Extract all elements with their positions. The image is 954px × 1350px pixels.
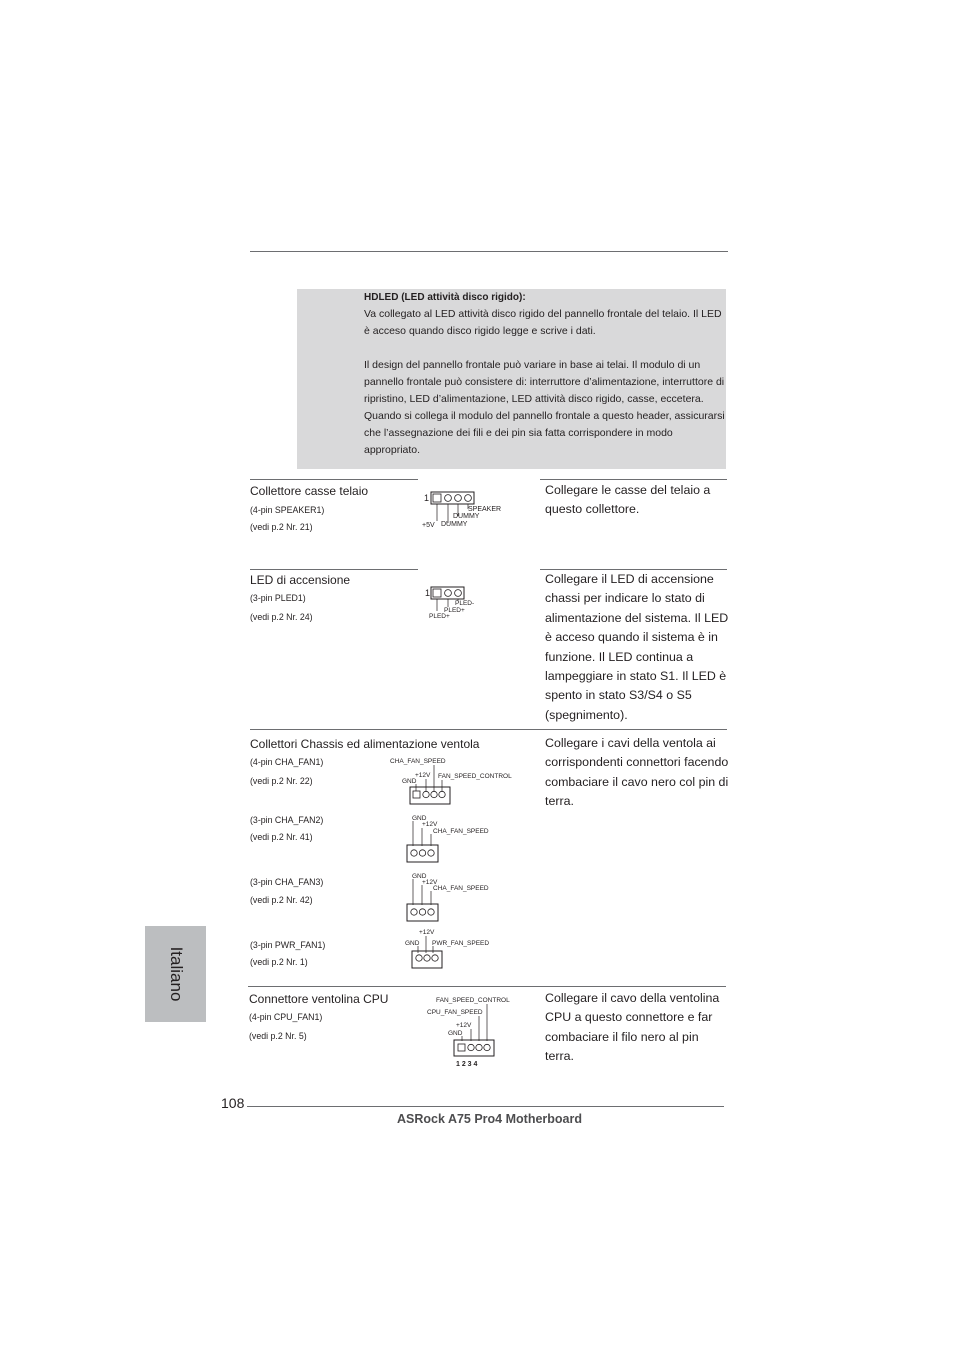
cha-fan2-ref: (vedi p.2 Nr. 41) xyxy=(250,832,313,842)
footer-title: ASRock A75 Pro4 Motherboard xyxy=(397,1112,582,1126)
label-12v: +12V xyxy=(415,772,431,779)
label-gnd: GND xyxy=(405,940,420,947)
pin xyxy=(423,791,429,797)
speaker-header-diagram xyxy=(420,487,520,531)
power-led-title: LED di accensione xyxy=(250,573,351,587)
speaker-ref: (vedi p.2 Nr. 21) xyxy=(250,522,313,532)
cpu-fan-title: Connettore ventolina CPU xyxy=(249,992,389,1006)
label-pled-plus-2: PLED+ xyxy=(429,613,450,620)
pin xyxy=(432,955,438,961)
divider xyxy=(248,986,726,987)
pin1-mark: 1 xyxy=(425,588,431,598)
cha-fan3-diagram xyxy=(404,870,504,924)
pin xyxy=(424,955,430,961)
label-gnd: GND xyxy=(412,815,427,822)
footer-rule xyxy=(247,1106,724,1107)
speaker-description: Collegare le casse del telaio a questo collettore. xyxy=(545,483,711,517)
power-led-ref: (vedi p.2 Nr. 24) xyxy=(250,612,313,622)
pwr-fan1-ref: (vedi p.2 Nr. 1) xyxy=(250,957,308,967)
chassis-fans-title: Collettori Chassis ed alimentazione ventola xyxy=(250,737,480,751)
connector-housing xyxy=(407,904,438,921)
cha-fan1-ref: (vedi p.2 Nr. 22) xyxy=(250,776,313,786)
pin xyxy=(455,495,462,502)
label-fan-speed-control: FAN_SPEED_CONTROL xyxy=(438,773,512,780)
power-led-description: Collegare il LED di accensione chassi per indicare lo stato di alimentazione del sistema. Il LED è acceso quando il sistema è in funzione. Il LED continua a lampeggiare in stato S1. Il LED è spento in stato S3/S4 o S5 (spegnimento). xyxy=(545,572,729,722)
label-dummy-2: DUMMY xyxy=(441,521,468,528)
pin xyxy=(428,850,434,856)
pin xyxy=(431,791,437,797)
pin xyxy=(484,1044,490,1050)
label-gnd: GND xyxy=(412,873,427,880)
label-gnd: GND xyxy=(402,778,417,785)
note-paragraph-1: Va collegato al LED attività disco rigido del pannello frontale del telaio. Il LED è acceso quando disco rigido legge e scrive i dati. xyxy=(364,308,722,337)
pin xyxy=(476,1044,482,1050)
note-title: HDLED (LED attività disco rigido): xyxy=(364,292,526,303)
label-speaker: SPEAKER xyxy=(468,506,502,513)
cha-fan1-pin: (4-pin CHA_FAN1) xyxy=(250,757,324,767)
pled-header-diagram xyxy=(422,583,492,623)
pin-numbers: 1 2 3 4 xyxy=(456,1061,478,1068)
side-tab-label: Italiano xyxy=(166,946,186,1002)
label-12v: +12V xyxy=(422,879,438,886)
pin-square xyxy=(413,791,420,798)
pin xyxy=(411,909,417,915)
label-gnd: GND xyxy=(448,1030,463,1037)
pin xyxy=(468,1044,474,1050)
label-cha-fan-speed: CHA_FAN_SPEED xyxy=(433,885,489,892)
speaker-pin: (4-pin SPEAKER1) xyxy=(250,505,325,515)
pin xyxy=(411,850,417,856)
pin xyxy=(428,909,434,915)
divider xyxy=(250,569,418,570)
pin-square xyxy=(433,494,441,502)
label-cha-fan-speed: CHA_FAN_SPEED xyxy=(433,828,489,835)
pin xyxy=(445,495,452,502)
label-cha-fan-speed: CHA_FAN_SPEED xyxy=(390,758,446,765)
label-fan-speed-control: FAN_SPEED_CONTROL xyxy=(436,997,510,1004)
pin xyxy=(419,850,425,856)
cpu-fan-diagram xyxy=(426,994,526,1070)
label-12v: +12V xyxy=(422,821,438,828)
pin xyxy=(455,590,462,597)
label-12v: +12V xyxy=(456,1022,472,1029)
pin xyxy=(465,495,472,502)
cpu-fan-pin: (4-pin CPU_FAN1) xyxy=(249,1012,323,1022)
speaker-title: Collettore casse telaio xyxy=(250,484,369,498)
divider xyxy=(540,479,727,480)
cpu-fan-description: Collegare il cavo della ventolina CPU a questo connettore e far combaciare il filo nero al pin terra. xyxy=(545,991,720,1064)
label-cpu-fan-speed: CPU_FAN_SPEED xyxy=(427,1009,483,1016)
pwr-fan1-diagram xyxy=(403,926,503,972)
connector-housing xyxy=(407,845,438,862)
pin xyxy=(416,955,422,961)
pin-square xyxy=(458,1044,465,1051)
cha-fan2-diagram xyxy=(404,812,504,864)
label-5v: +5V xyxy=(422,522,435,529)
pin xyxy=(439,791,445,797)
pin xyxy=(445,590,452,597)
label-pled-minus: PLED- xyxy=(455,600,475,607)
cha-fan2-pin: (3-pin CHA_FAN2) xyxy=(250,815,324,825)
top-divider xyxy=(250,251,728,252)
power-led-pin: (3-pin PLED1) xyxy=(250,593,306,603)
cpu-fan-ref: (vedi p.2 Nr. 5) xyxy=(249,1031,307,1041)
label-12v: +12V xyxy=(419,929,435,936)
note-paragraph-2: Il design del pannello frontale può variare in base ai telai. Il modulo di un pannello frontale può consistere di: interruttore d’alimentazione, interruttore di ripristino, LED d’alimentazione, LED attività disco rigido, casse, eccetera. Quando si collega il modulo del pannello frontale a questo header, assicurarsi che l’assegnazione dei fili e dei pin sia fatta corrispondere in modo appropriato. xyxy=(364,359,725,456)
language-side-tab xyxy=(145,926,206,1022)
divider xyxy=(250,729,727,730)
divider xyxy=(250,479,418,480)
label-pwr-fan-speed: PWR_FAN_SPEED xyxy=(432,940,490,947)
pin1-mark: 1 xyxy=(424,493,430,503)
pwr-fan1-pin: (3-pin PWR_FAN1) xyxy=(250,940,326,950)
label-pled-plus: PLED+ xyxy=(444,607,465,614)
pin xyxy=(419,909,425,915)
page-number: 108 xyxy=(221,1095,245,1111)
cha-fan1-diagram xyxy=(390,755,530,807)
pin-square xyxy=(433,589,441,597)
label-dummy: DUMMY xyxy=(453,513,480,520)
chassis-fans-description: Collegare i cavi della ventola ai corrispondenti connettori facendo combaciare il cavo nero col pin di terra. xyxy=(545,736,729,809)
cha-fan3-pin: (3-pin CHA_FAN3) xyxy=(250,877,324,887)
cha-fan3-ref: (vedi p.2 Nr. 42) xyxy=(250,895,313,905)
